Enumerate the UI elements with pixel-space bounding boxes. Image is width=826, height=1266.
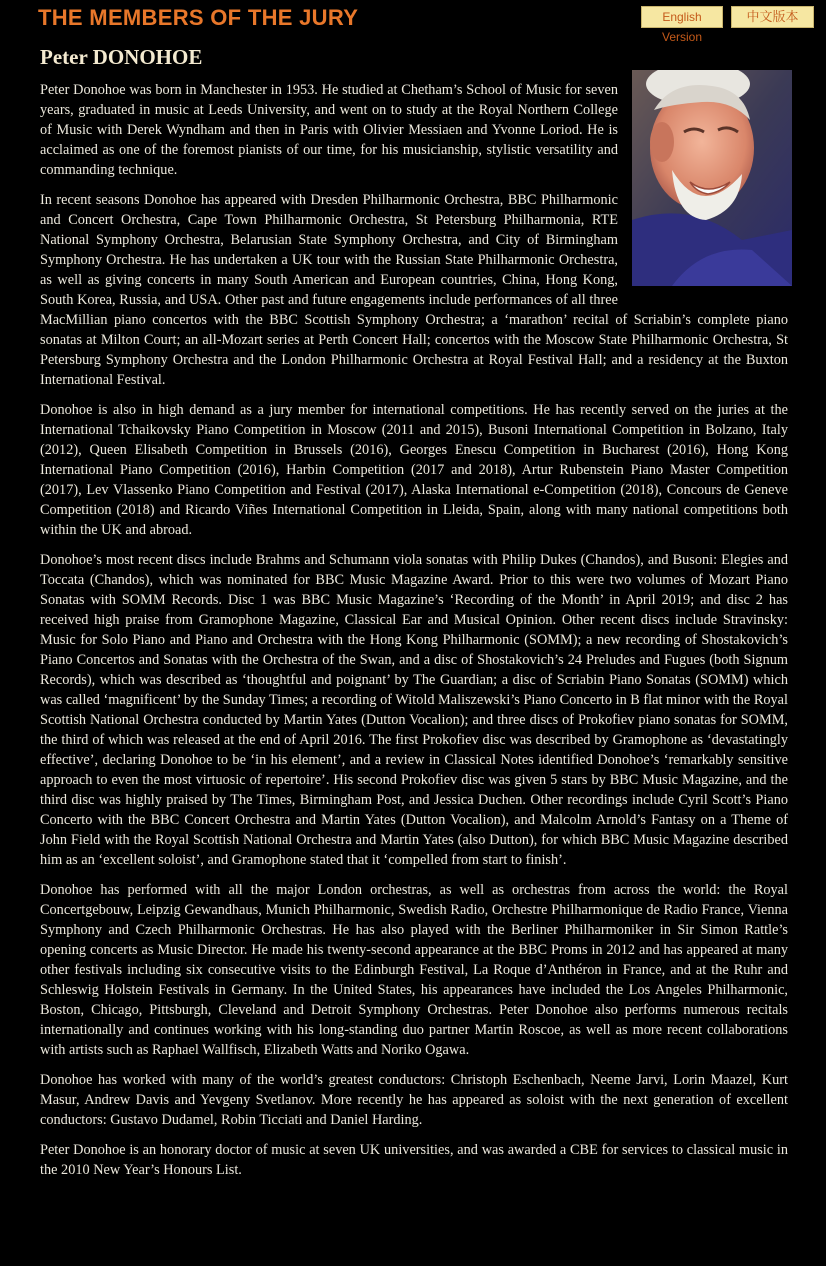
chinese-version-button[interactable]: 中文版本 <box>731 6 814 28</box>
bio-paragraph: Peter Donohoe is an honorary doctor of music at seven UK universities, and was awarded a CBE for services to classical music in the 2010 New Year’s Honours List. <box>40 1142 788 1178</box>
member-name: Peter DONOHOE <box>40 45 203 69</box>
bio-paragraph: Donohoe is also in high demand as a jury member for international competitions. He has recently served on the juries at the International Tchaikovsky Piano Competition in Moscow (2011 and 2015), Busoni International Competition in Bolzano, Italy (2012), Queen Elisabeth Competition in Brussels (2016), Georges Enescu Competition in Bucharest (2016), Hong Kong International Piano Competition (2016), Harbin Competition (2017 and 2018), Artur Rubenstein Piano Master Competition (2017), Lev Vlassenko Piano Competition and Festival (2017), Alaska International e-Competition (2018), Concours de Geneve Competition (2018) and Ricardo Viñes International Competition in Lleida, Spain, along with many national competitions both within the UK and abroad. <box>40 402 788 538</box>
member-profile <box>40 42 788 1190</box>
bio-paragraph: In recent seasons Donohoe has appeared with Dresden Philharmonic Orchestra, BBC Philharmonic and Concert Orchestra, Cape Town Philharmonic Orchestra, St Petersburg Philharmonia, RTE National Symphony Orchestra, Belarusian State Symphony Orchestra, and City of Birmingham Symphony Orchestra. He has undertaken a UK tour with the Russian State Philharmonic Orchestra, as well as giving concerts in many South American and European countries, China, Hong Kong, South Korea, Russia, and USA. Other past and future engagements include performances of all three MacMillian piano concertos with the BBC Scottish Symphony Orchestra; a ‘marathon’ recital of Scriabin’s complete piano sonatas at Milton Court; an all-Mozart series at Perth Concert Hall; concertos with the Moscow State Philharmonic Orchestra, St Petersburg Symphony Orchestra and the London Philharmonic Orchestra at Royal Festival Hall; and a residency at the Buxton International Festival. <box>40 192 788 388</box>
bio-paragraph: Donohoe has performed with all the major London orchestras, as well as orchestras from across the world: the Royal Concertgebouw, Leipzig Gewandhaus, Munich Philharmonic, Swedish Radio, Orchestre Philharmonique de Radio France, Vienna Symphony and Czech Philharmonic Orchestras. He has also played with the Berliner Philharmoniker in Sir Simon Rattle’s opening concerts as Music Director. He made his twenty-second appearance at the BBC Proms in 2012 and has appeared at many other festivals including six consecutive visits to the Edinburgh Festival, La Roque d’Anthéron in France, and at the Ruhr and Schleswig Holstein Festivals in Germany. In the United States, his appearances have included the Los Angeles Philharmonic, Boston, Chicago, Pittsburgh, Cleveland and Detroit Symphony Orchestras. Peter Donohoe also performs numerous recitals internationally and continues working with his long-standing duo partner Martin Roscoe, as well as more recent collaborations with artists such as Raphael Wallfisch, Elizabeth Watts and Noriko Ogawa. <box>40 882 788 1058</box>
page-header <box>0 0 826 44</box>
member-portrait-photo <box>632 70 792 286</box>
bio-paragraph: Peter Donohoe was born in Manchester in 1953. He studied at Chetham’s School of Music for seven years, graduated in music at Leeds University, and went on to study at the Royal Northern College of Music with Derek Wyndham and then in Paris with Olivier Messiaen and Yvonne Loriod. He is acclaimed as one of the foremost pianists of our time, for his musicianship, stylistic versatility and commanding technique. <box>40 82 618 178</box>
member-bio <box>40 80 788 1180</box>
bio-paragraph: Donohoe’s most recent discs include Brahms and Schumann viola sonatas with Philip Dukes (Chandos), and Busoni: Elegies and Toccata (Chandos), which was nominated for BBC Music Magazine Award. Prior to this were two volumes of Mozart Piano Sonatas with SOMM Records. Disc 1 was BBC Music Magazine’s ‘Recording of the Month’ in April 2019; and disc 2 has received high praise from Gramophone Magazine, Classical Ear and Musical Opinion. Other recent discs include Stravinsky: Music for Solo Piano and Piano and Orchestra with the Hong Kong Philharmonic (SOMM); a new recording of Shostakovich’s Piano Concertos and Sonatas with the Orchestra of the Swan, and a disc of Shostakovich’s 24 Preludes and Fugues (both Signum Records), which was described as ‘thoughtful and poignant’ by The Guardian; a disc of Scriabin Piano Sonatas (SOMM) which was called ‘magnificent’ by the Sunday Times; a recording of Witold Maliszewski’s Piano Concerto in B flat minor with the Royal Scottish National Orchestra conducted by Martin Yates (Dutton Vocalion); and three discs of Prokofiev piano sonatas for SOMM, the third of which was released at the end of April 2016. The first Prokofiev disc was described by Gramophone as ‘devastatingly effective’, declaring Donohoe to be ‘in his element’, and a review in Classical Notes identified Donohoe’s ‘remarkably sensitive approach to even the most virtuosic of repertoire’. His second Prokofiev disc was given 5 stars by BBC Music Magazine, and the third disc was highly praised by The Times, Birmingham Post, and Jessica Duchen. Other recordings include Cyril Scott’s Piano Concerto with the BBC Concert Orchestra and Martin Yates (Dutton Vocalion), and Malcolm Arnold’s Fantasy on a Theme of John Field with the Royal Scottish National Orchestra and Martin Yates (also Dutton), for which BBC Music Magazine described him as an ‘excellent soloist’, and Gramophone stated that it ‘compelled from start to finish’. <box>40 552 788 868</box>
bio-paragraph: Donohoe has worked with many of the world’s greatest conductors: Christoph Eschenbach, Neeme Jarvi, Lorin Maazel, Kurt Masur, Andrew Davis and Yevgeny Svetlanov. More recently he has appeared as soloist with the next generation of excellent conductors: Gustavo Dudamel, Robin Ticciati and Daniel Harding. <box>40 1072 788 1128</box>
english-version-button[interactable]: English Version <box>641 6 723 28</box>
page-title: THE MEMBERS OF THE JURY <box>38 5 359 30</box>
